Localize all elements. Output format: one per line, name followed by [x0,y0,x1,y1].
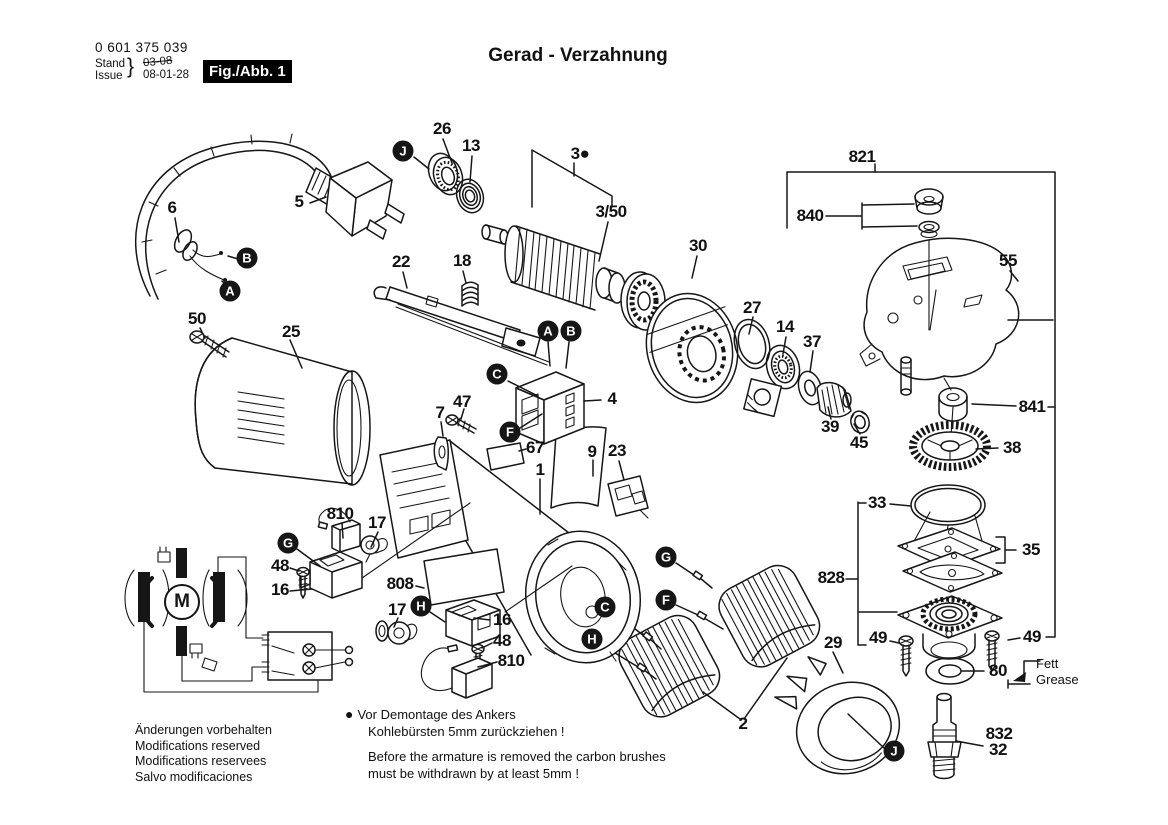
guard-cone-drawing [766,636,911,789]
part-label-37: 37 [803,332,821,351]
ref-badge-h: H [582,629,603,650]
part-label-38: 38 [1003,438,1021,457]
ref-badge-h: H [411,596,432,617]
part-label-841: 841 [1018,397,1046,416]
part-label-7: 7 [435,403,445,422]
part-label-840: 840 [796,206,824,225]
document-number: 0 601 375 039 [95,40,188,55]
part-label-17: 17 [388,600,406,619]
warning-de-line2: Kohlebürsten 5mm zurückziehen ! [368,724,565,739]
stand-issue-brace: } [127,55,135,78]
part-label-2: 2 [738,714,748,733]
gear-housing-drawing [860,189,1019,467]
part-label-67: 67 [526,438,544,457]
part-label-5: 5 [294,192,304,211]
part-label-16: 16 [493,610,511,629]
warning-en-line1: Before the armature is removed the carbon brushes [368,749,666,764]
revision-note-de: Änderungen vorbehalten [135,723,272,737]
cover-25-drawing [195,338,370,485]
part-label-35: 35 [1022,540,1040,559]
ref-badge-j: J [884,741,905,762]
part-label-17: 17 [368,513,386,532]
part-label-49: 49 [1023,627,1041,646]
part-label-16: 16 [271,580,289,599]
figure-label: Fig./Abb. 1 [203,60,292,83]
part-label-32: 32 [989,740,1007,759]
part-label-25: 25 [282,322,300,341]
part-label-810: 810 [497,651,525,670]
ref-badge-a: A [538,321,559,342]
screw-49-right-drawing [985,631,999,671]
part-label-3-50: 3/50 [595,202,627,221]
part-label-13: 13 [462,136,480,155]
issue-label: Issue [95,70,123,82]
pinion-39-drawing [817,383,851,417]
warning-en-line2: must be withdrawn by at least 5mm ! [368,766,579,781]
revision-note-fr: Modifications reservees [135,754,267,768]
brush-holder-top-drawing [297,508,387,598]
ref-badge-b: B [237,248,258,269]
grease-note-de: Fett [1036,656,1059,671]
ref-badge-f: F [500,422,521,443]
part-label-33: 33 [868,493,886,512]
ref-badge-b: B [561,321,582,342]
panel-9-drawing [551,427,606,508]
part-label-80: 80 [989,661,1007,680]
part-label-39: 39 [821,417,839,436]
grease-note-en: Grease [1036,672,1079,687]
part-label-9: 9 [587,442,597,461]
ref-badge-g: G [656,547,677,568]
armature-warning [345,706,666,782]
power-plug-drawing [306,162,404,239]
part-label-832: 832 [985,724,1013,743]
part-label-29: 29 [824,633,842,652]
part-label-50: 50 [188,309,206,328]
page-title: Gerad - Verzahnung [488,45,668,66]
part-label-49: 49 [869,628,887,647]
part-label-26: 26 [433,119,451,138]
part-label-55: 55 [999,251,1017,270]
ref-badge-c: C [487,364,508,385]
part-label-4: 4 [607,389,617,408]
stand-label: Stand [95,58,126,70]
part-label-808: 808 [386,574,414,593]
power-cord-drawing [136,134,331,299]
part-label-18: 18 [453,251,471,270]
part-label-6: 6 [167,198,177,217]
bearing-flange-group-drawing [898,485,1002,779]
old-date-struck: 03-08 [142,54,173,70]
screw-49-left-drawing [899,636,913,676]
part-label-810: 810 [326,504,354,523]
sticker-808-drawing [424,549,504,605]
revision-note-en: Modifications reserved [135,738,261,753]
warning-bullet-icon: ● [345,706,354,722]
ref-badge-a: A [220,281,241,302]
part-label-30: 30 [689,236,707,255]
revision-note-es: Salvo modificaciones [135,769,253,784]
brush-holder-bottom-drawing [376,600,500,698]
sticker-67-drawing [487,443,524,470]
part-label-828: 828 [817,568,845,587]
part-label-3: 3● [570,144,590,163]
part-label-45: 45 [850,433,868,452]
part-label-14: 14 [776,317,794,336]
ref-badge-g: G [278,533,299,554]
part-label-23: 23 [608,441,626,460]
ref-badge-c: C [595,597,616,618]
part-label-1: 1 [535,460,545,479]
stator-half-right-drawing [712,558,827,673]
revision-notes [135,723,272,785]
spindle-drawing [928,694,961,779]
clip-23-drawing [608,476,648,518]
nut-45-drawing [848,409,871,435]
ref-badge-j: J [393,141,414,162]
issue-date: 08-01-28 [143,69,190,81]
ref-badge-m: M [164,584,200,620]
part-label-47: 47 [453,392,471,411]
warning-de-line1: Vor Demontage des Ankers [357,707,516,722]
bearing-block-drawing [744,379,782,417]
ref-badge-f: F [656,590,677,611]
spring-18-drawing [462,282,478,306]
part-label-821: 821 [848,147,876,166]
part-label-27: 27 [743,298,761,317]
part-label-48: 48 [271,556,289,575]
part-label-48: 48 [493,631,511,650]
part-label-22: 22 [392,252,410,271]
